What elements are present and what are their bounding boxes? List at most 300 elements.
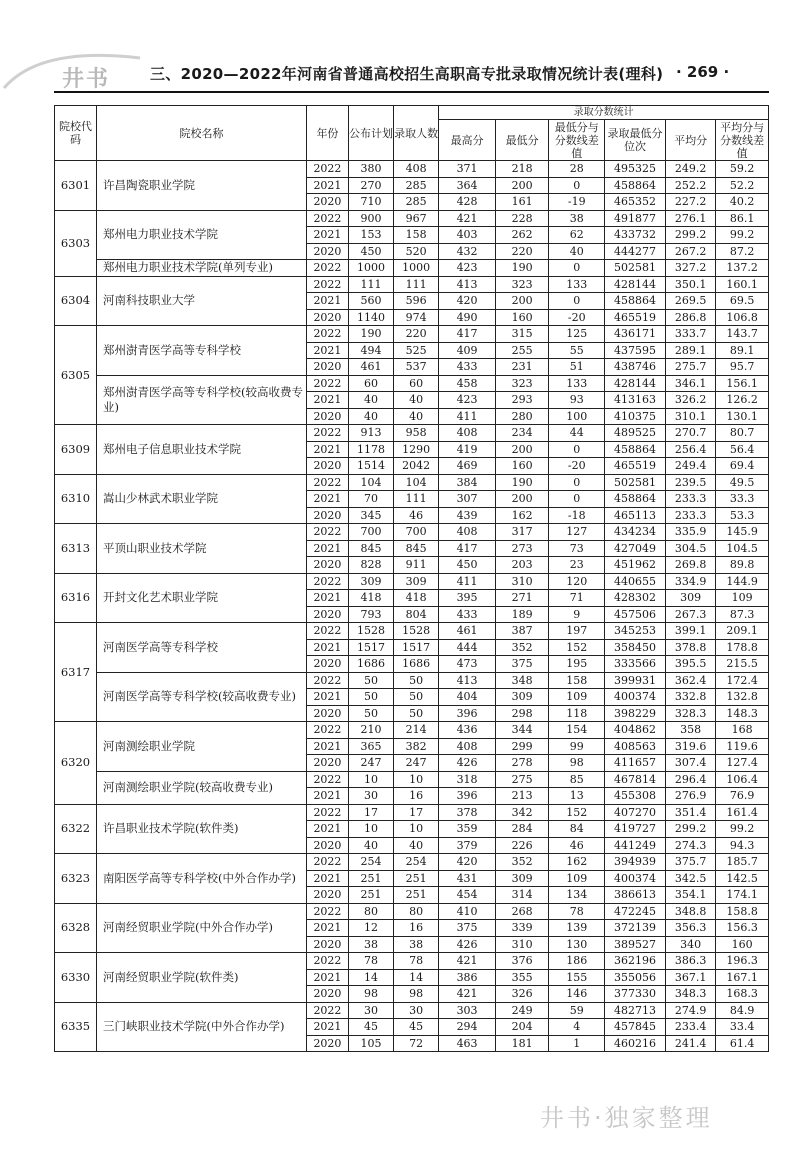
page-title: 三、2020—2022年河南省普通高校招生高职高专批录取情况统计表(理科) <box>150 65 664 83</box>
table-row <box>55 722 769 739</box>
cell-avg-score: 233.4 <box>665 1019 715 1036</box>
cell-plan: 104 <box>348 474 393 491</box>
cell-admitted: 700 <box>394 524 439 541</box>
cell-min-diff: 13 <box>549 788 605 805</box>
cell-admitted: 247 <box>394 755 439 772</box>
cell-min-rank: 400374 <box>605 689 666 706</box>
cell-avg-diff: 59.2 <box>716 161 769 178</box>
cell-min-diff: -20 <box>549 458 605 475</box>
cell-plan: 270 <box>348 177 393 194</box>
table-row <box>55 524 769 541</box>
col-header-avg: 平均分 <box>665 120 715 161</box>
cell-min-rank: 491877 <box>605 210 666 227</box>
cell-plan: 900 <box>348 210 393 227</box>
cell-max-score: 364 <box>439 177 496 194</box>
institution-name: 许昌陶瓷职业学院 <box>96 161 306 211</box>
cell-min-rank: 457506 <box>605 606 666 623</box>
cell-admitted: 804 <box>394 606 439 623</box>
cell-max-score: 469 <box>439 458 496 475</box>
cell-avg-diff: 144.9 <box>716 573 769 590</box>
cell-min-diff: 55 <box>549 342 605 359</box>
cell-avg-score: 362.4 <box>665 672 715 689</box>
cell-min-diff: 78 <box>549 903 605 920</box>
cell-admitted: 38 <box>394 936 439 953</box>
cell-min-diff: 109 <box>549 689 605 706</box>
brand-logo: 井书 <box>62 67 111 92</box>
cell-min-diff: 186 <box>549 953 605 970</box>
cell-avg-score: 327.2 <box>665 260 715 277</box>
cell-avg-diff: 160.1 <box>716 276 769 293</box>
cell-avg-score: 356.3 <box>665 920 715 937</box>
cell-min-score: 200 <box>495 441 549 458</box>
cell-min-rank: 457845 <box>605 1019 666 1036</box>
cell-max-score: 419 <box>439 441 496 458</box>
cell-avg-diff: 209.1 <box>716 623 769 640</box>
cell-year: 2020 <box>306 194 348 211</box>
cell-avg-score: 334.9 <box>665 573 715 590</box>
cell-plan: 78 <box>348 953 393 970</box>
cell-avg-diff: 178.8 <box>716 639 769 656</box>
cell-avg-score: 252.2 <box>665 177 715 194</box>
cell-min-rank: 465352 <box>605 194 666 211</box>
cell-year: 2020 <box>306 309 348 326</box>
table-row <box>55 276 769 293</box>
cell-avg-diff: 145.9 <box>716 524 769 541</box>
cell-year: 2021 <box>306 441 348 458</box>
cell-avg-diff: 84.9 <box>716 1002 769 1019</box>
cell-min-rank: 458864 <box>605 491 666 508</box>
cell-avg-score: 348.8 <box>665 903 715 920</box>
cell-admitted: 1290 <box>394 441 439 458</box>
cell-plan: 1686 <box>348 656 393 673</box>
cell-admitted: 104 <box>394 474 439 491</box>
cell-plan: 40 <box>348 392 393 409</box>
cell-plan: 40 <box>348 837 393 854</box>
cell-min-diff: 0 <box>549 441 605 458</box>
institution-name: 郑州澍青医学高等专科学校(较高收费专业) <box>96 375 306 425</box>
cell-min-diff: 109 <box>549 870 605 887</box>
cell-year: 2021 <box>306 342 348 359</box>
cell-year: 2021 <box>306 920 348 937</box>
cell-avg-score: 328.3 <box>665 705 715 722</box>
cell-year: 2022 <box>306 276 348 293</box>
cell-min-rank: 413163 <box>605 392 666 409</box>
cell-admitted: 596 <box>394 293 439 310</box>
cell-avg-score: 326.2 <box>665 392 715 409</box>
institution-code: 6330 <box>55 953 97 1003</box>
cell-avg-score: 309 <box>665 590 715 607</box>
cell-avg-score: 267.3 <box>665 606 715 623</box>
cell-min-diff: 197 <box>549 623 605 640</box>
cell-avg-score: 276.9 <box>665 788 715 805</box>
cell-max-score: 408 <box>439 524 496 541</box>
cell-admitted: 60 <box>394 375 439 392</box>
cell-plan: 190 <box>348 326 393 343</box>
cell-admitted: 309 <box>394 573 439 590</box>
cell-admitted: 214 <box>394 722 439 739</box>
cell-year: 2020 <box>306 887 348 904</box>
table-row <box>55 375 769 392</box>
cell-min-rank: 451962 <box>605 557 666 574</box>
institution-code: 6303 <box>55 210 97 276</box>
cell-min-diff: 133 <box>549 375 605 392</box>
cell-avg-score: 233.3 <box>665 491 715 508</box>
cell-avg-score: 289.1 <box>665 342 715 359</box>
cell-plan: 247 <box>348 755 393 772</box>
cell-admitted: 16 <box>394 788 439 805</box>
institution-name: 南阳医学高等专科学校(中外合作办学) <box>96 854 306 904</box>
cell-max-score: 463 <box>439 1035 496 1052</box>
cell-min-score: 339 <box>495 920 549 937</box>
cell-plan: 845 <box>348 540 393 557</box>
cell-min-diff: -20 <box>549 309 605 326</box>
cell-plan: 700 <box>348 524 393 541</box>
cell-admitted: 78 <box>394 953 439 970</box>
cell-max-score: 395 <box>439 590 496 607</box>
cell-year: 2022 <box>306 474 348 491</box>
cell-plan: 14 <box>348 969 393 986</box>
cell-min-rank: 433732 <box>605 227 666 244</box>
cell-avg-diff: 53.3 <box>716 507 769 524</box>
page-number: · 269 · <box>676 63 730 81</box>
cell-min-score: 262 <box>495 227 549 244</box>
cell-max-score: 426 <box>439 936 496 953</box>
cell-avg-diff: 172.4 <box>716 672 769 689</box>
cell-max-score: 433 <box>439 359 496 376</box>
cell-avg-diff: 185.7 <box>716 854 769 871</box>
cell-admitted: 10 <box>394 771 439 788</box>
institution-code: 6301 <box>55 161 97 211</box>
cell-max-score: 436 <box>439 722 496 739</box>
cell-plan: 251 <box>348 887 393 904</box>
cell-year: 2020 <box>306 359 348 376</box>
cell-min-score: 203 <box>495 557 549 574</box>
cell-max-score: 473 <box>439 656 496 673</box>
cell-min-rank: 428302 <box>605 590 666 607</box>
cell-min-diff: 118 <box>549 705 605 722</box>
cell-min-score: 273 <box>495 540 549 557</box>
cell-min-rank: 345253 <box>605 623 666 640</box>
cell-admitted: 251 <box>394 887 439 904</box>
cell-min-rank: 377330 <box>605 986 666 1003</box>
col-header-admitted: 录取人数 <box>394 106 439 161</box>
cell-plan: 380 <box>348 161 393 178</box>
cell-avg-score: 348.3 <box>665 986 715 1003</box>
cell-max-score: 318 <box>439 771 496 788</box>
cell-plan: 913 <box>348 425 393 442</box>
cell-year: 2022 <box>306 722 348 739</box>
cell-admitted: 285 <box>394 194 439 211</box>
cell-min-diff: 85 <box>549 771 605 788</box>
cell-min-rank: 386613 <box>605 887 666 904</box>
cell-min-rank: 467814 <box>605 771 666 788</box>
cell-min-rank: 441249 <box>605 837 666 854</box>
cell-admitted: 1686 <box>394 656 439 673</box>
cell-min-score: 200 <box>495 293 549 310</box>
cell-min-score: 189 <box>495 606 549 623</box>
cell-min-diff: 44 <box>549 425 605 442</box>
cell-admitted: 418 <box>394 590 439 607</box>
cell-plan: 80 <box>348 903 393 920</box>
table-row <box>55 771 769 788</box>
cell-avg-score: 333.7 <box>665 326 715 343</box>
cell-max-score: 490 <box>439 309 496 326</box>
cell-year: 2021 <box>306 177 348 194</box>
table-row <box>55 260 769 277</box>
cell-avg-score: 340 <box>665 936 715 953</box>
cell-year: 2022 <box>306 672 348 689</box>
institution-name: 开封文化艺术职业学院 <box>96 573 306 623</box>
cell-year: 2022 <box>306 375 348 392</box>
cell-min-diff: 162 <box>549 854 605 871</box>
cell-year: 2020 <box>306 243 348 260</box>
cell-avg-score: 351.4 <box>665 804 715 821</box>
cell-min-rank: 428144 <box>605 276 666 293</box>
cell-min-diff: 152 <box>549 639 605 656</box>
cell-max-score: 386 <box>439 969 496 986</box>
cell-min-score: 375 <box>495 656 549 673</box>
institution-code: 6316 <box>55 573 97 623</box>
cell-admitted: 958 <box>394 425 439 442</box>
cell-min-score: 348 <box>495 672 549 689</box>
cell-year: 2020 <box>306 606 348 623</box>
cell-avg-diff: 106.8 <box>716 309 769 326</box>
cell-avg-diff: 69.5 <box>716 293 769 310</box>
cell-avg-diff: 76.9 <box>716 788 769 805</box>
cell-avg-score: 233.3 <box>665 507 715 524</box>
cell-min-score: 160 <box>495 309 549 326</box>
cell-plan: 450 <box>348 243 393 260</box>
cell-admitted: 1517 <box>394 639 439 656</box>
cell-min-score: 200 <box>495 177 549 194</box>
cell-avg-diff: 69.4 <box>716 458 769 475</box>
cell-max-score: 426 <box>439 755 496 772</box>
cell-avg-diff: 86.1 <box>716 210 769 227</box>
cell-max-score: 420 <box>439 293 496 310</box>
cell-avg-score: 346.1 <box>665 375 715 392</box>
cell-avg-score: 319.6 <box>665 738 715 755</box>
cell-plan: 210 <box>348 722 393 739</box>
cell-min-score: 376 <box>495 953 549 970</box>
cell-admitted: 974 <box>394 309 439 326</box>
cell-avg-score: 249.4 <box>665 458 715 475</box>
cell-year: 2022 <box>306 804 348 821</box>
col-header-min: 最低分 <box>495 120 549 161</box>
cell-max-score: 411 <box>439 408 496 425</box>
cell-avg-score: 332.8 <box>665 689 715 706</box>
cell-year: 2022 <box>306 771 348 788</box>
cell-min-score: 162 <box>495 507 549 524</box>
cell-max-score: 423 <box>439 260 496 277</box>
cell-min-rank: 436171 <box>605 326 666 343</box>
cell-avg-score: 275.7 <box>665 359 715 376</box>
cell-avg-diff: 52.2 <box>716 177 769 194</box>
institution-code: 6317 <box>55 623 97 722</box>
cell-min-rank: 408563 <box>605 738 666 755</box>
table-row <box>55 672 769 689</box>
cell-max-score: 404 <box>439 689 496 706</box>
cell-avg-diff: 127.4 <box>716 755 769 772</box>
cell-avg-score: 274.9 <box>665 1002 715 1019</box>
cell-max-score: 461 <box>439 623 496 640</box>
cell-min-score: 190 <box>495 260 549 277</box>
cell-avg-score: 256.4 <box>665 441 715 458</box>
cell-avg-diff: 160 <box>716 936 769 953</box>
cell-min-score: 204 <box>495 1019 549 1036</box>
institution-name: 郑州澍青医学高等专科学校 <box>96 326 306 376</box>
cell-min-rank: 458864 <box>605 441 666 458</box>
cell-avg-diff: 167.1 <box>716 969 769 986</box>
cell-admitted: 254 <box>394 854 439 871</box>
cell-admitted: 220 <box>394 326 439 343</box>
cell-max-score: 450 <box>439 557 496 574</box>
cell-avg-diff: 215.5 <box>716 656 769 673</box>
cell-plan: 365 <box>348 738 393 755</box>
cell-max-score: 454 <box>439 887 496 904</box>
cell-year: 2020 <box>306 986 348 1003</box>
institution-name: 郑州电力职业技术学院(单列专业) <box>96 260 306 277</box>
cell-min-rank: 362196 <box>605 953 666 970</box>
cell-avg-score: 358 <box>665 722 715 739</box>
cell-min-rank: 437595 <box>605 342 666 359</box>
cell-year: 2020 <box>306 408 348 425</box>
cell-max-score: 378 <box>439 804 496 821</box>
cell-min-rank: 502581 <box>605 260 666 277</box>
cell-year: 2022 <box>306 425 348 442</box>
cell-min-rank: 502581 <box>605 474 666 491</box>
col-header-min-diff: 最低分与分数线差值 <box>549 120 605 161</box>
cell-avg-score: 354.1 <box>665 887 715 904</box>
cell-admitted: 111 <box>394 276 439 293</box>
cell-min-rank: 465519 <box>605 458 666 475</box>
cell-avg-diff: 89.8 <box>716 557 769 574</box>
cell-max-score: 379 <box>439 837 496 854</box>
cell-year: 2020 <box>306 557 348 574</box>
cell-min-score: 310 <box>495 936 549 953</box>
cell-avg-diff: 49.5 <box>716 474 769 491</box>
cell-min-diff: 195 <box>549 656 605 673</box>
cell-min-score: 326 <box>495 986 549 1003</box>
institution-name: 河南经贸职业学院(中外合作办学) <box>96 903 306 953</box>
cell-plan: 309 <box>348 573 393 590</box>
cell-max-score: 432 <box>439 243 496 260</box>
cell-year: 2021 <box>306 227 348 244</box>
institution-name: 河南经贸职业学院(软件类) <box>96 953 306 1003</box>
cell-min-diff: 0 <box>549 260 605 277</box>
cell-min-diff: 0 <box>549 474 605 491</box>
institution-name: 郑州电子信息职业技术学院 <box>96 425 306 475</box>
cell-min-score: 309 <box>495 870 549 887</box>
cell-min-diff: 130 <box>549 936 605 953</box>
table-row <box>55 953 769 970</box>
cell-min-diff: 0 <box>549 177 605 194</box>
cell-year: 2020 <box>306 837 348 854</box>
cell-min-diff: 134 <box>549 887 605 904</box>
cell-min-rank: 434234 <box>605 524 666 541</box>
cell-min-diff: -18 <box>549 507 605 524</box>
cell-admitted: 30 <box>394 1002 439 1019</box>
cell-admitted: 17 <box>394 804 439 821</box>
cell-avg-score: 276.1 <box>665 210 715 227</box>
cell-plan: 30 <box>348 788 393 805</box>
institution-name: 河南医学高等专科学校 <box>96 623 306 673</box>
cell-max-score: 408 <box>439 425 496 442</box>
col-header-max: 最高分 <box>439 120 496 161</box>
cell-admitted: 50 <box>394 672 439 689</box>
cell-min-rank: 372139 <box>605 920 666 937</box>
cell-avg-diff: 156.1 <box>716 375 769 392</box>
cell-avg-diff: 99.2 <box>716 227 769 244</box>
cell-avg-score: 386.3 <box>665 953 715 970</box>
cell-min-diff: 127 <box>549 524 605 541</box>
institution-name: 河南医学高等专科学校(较高收费专业) <box>96 672 306 722</box>
cell-admitted: 408 <box>394 161 439 178</box>
cell-min-diff: 73 <box>549 540 605 557</box>
cell-min-diff: 0 <box>549 491 605 508</box>
cell-avg-score: 310.1 <box>665 408 715 425</box>
cell-min-score: 352 <box>495 639 549 656</box>
cell-min-rank: 407270 <box>605 804 666 821</box>
table-row <box>55 573 769 590</box>
cell-year: 2021 <box>306 738 348 755</box>
institution-code: 6309 <box>55 425 97 475</box>
cell-min-diff: 0 <box>549 293 605 310</box>
cell-max-score: 421 <box>439 953 496 970</box>
cell-plan: 17 <box>348 804 393 821</box>
institution-name: 平顶山职业技术学院 <box>96 524 306 574</box>
cell-min-rank: 495325 <box>605 161 666 178</box>
cell-min-rank: 428144 <box>605 375 666 392</box>
cell-min-rank: 482713 <box>605 1002 666 1019</box>
cell-avg-diff: 137.2 <box>716 260 769 277</box>
cell-plan: 50 <box>348 705 393 722</box>
col-header-avg-diff: 平均分与分数线差值 <box>716 120 769 161</box>
cell-year: 2022 <box>306 903 348 920</box>
cell-min-score: 249 <box>495 1002 549 1019</box>
cell-min-rank: 460216 <box>605 1035 666 1052</box>
cell-admitted: 845 <box>394 540 439 557</box>
cell-year: 2020 <box>306 1035 348 1052</box>
cell-min-rank: 404862 <box>605 722 666 739</box>
cell-year: 2022 <box>306 953 348 970</box>
table-row <box>55 903 769 920</box>
cell-plan: 45 <box>348 1019 393 1036</box>
cell-admitted: 1528 <box>394 623 439 640</box>
cell-year: 2022 <box>306 1002 348 1019</box>
cell-min-score: 278 <box>495 755 549 772</box>
cell-max-score: 413 <box>439 276 496 293</box>
cell-avg-diff: 56.4 <box>716 441 769 458</box>
cell-max-score: 421 <box>439 210 496 227</box>
cell-max-score: 417 <box>439 326 496 343</box>
cell-avg-score: 274.3 <box>665 837 715 854</box>
cell-year: 2021 <box>306 1019 348 1036</box>
cell-min-rank: 389527 <box>605 936 666 953</box>
cell-min-score: 161 <box>495 194 549 211</box>
institution-code: 6320 <box>55 722 97 805</box>
institution-name: 河南科技职业大学 <box>96 276 306 326</box>
cell-plan: 12 <box>348 920 393 937</box>
cell-avg-diff: 168.3 <box>716 986 769 1003</box>
cell-min-rank: 399931 <box>605 672 666 689</box>
institution-code: 6328 <box>55 903 97 953</box>
cell-admitted: 1000 <box>394 260 439 277</box>
cell-max-score: 303 <box>439 1002 496 1019</box>
cell-plan: 70 <box>348 491 393 508</box>
cell-avg-score: 350.1 <box>665 276 715 293</box>
cell-avg-diff: 158.8 <box>716 903 769 920</box>
cell-admitted: 520 <box>394 243 439 260</box>
